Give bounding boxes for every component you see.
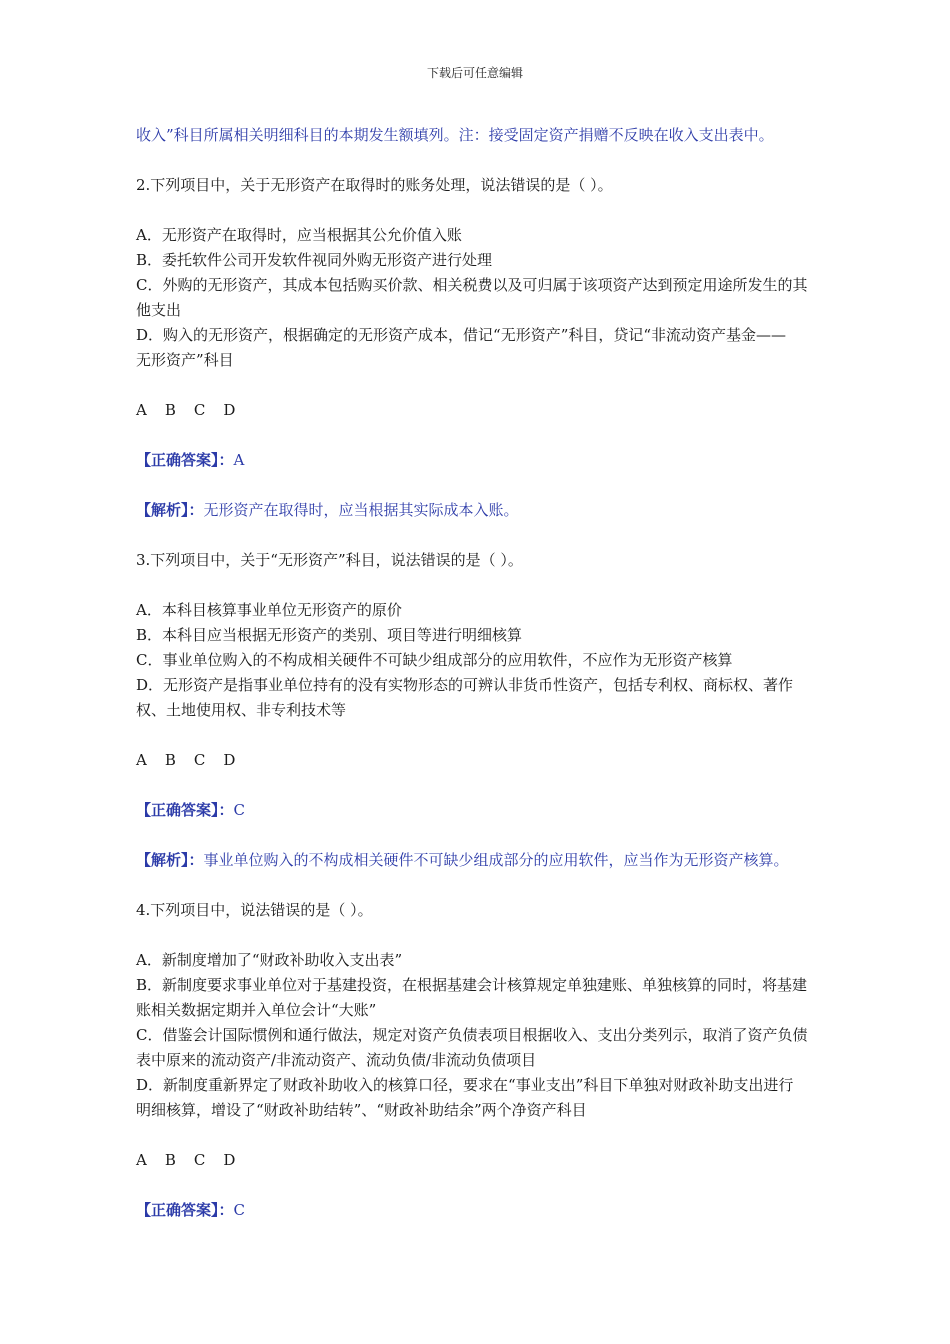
analysis-label: 【解析】 xyxy=(136,851,189,869)
answer-label: 【正确答案】 xyxy=(136,451,219,469)
q2-analysis: 【解析】：无形资产在取得时，应当根据其实际成本入账。 xyxy=(136,501,519,519)
q2-answer: 【正确答案】：A xyxy=(136,451,245,469)
q2-option-a: A．无形资产在取得时，应当根据其公允价值入账 xyxy=(136,226,462,244)
document-body xyxy=(136,123,884,1223)
q2-option-c: C．外购的无形资产，其成本包括购买价款、相关税费以及可归属于该项资产达到预定用途所发生的其 xyxy=(136,276,808,294)
q4-option-a: A．新制度增加了“财政补助收入支出表” xyxy=(136,951,403,969)
q2-option-d: D．购入的无形资产，根据确定的无形资产成本，借记“无形资产”科目，贷记“非流动资产基金—— xyxy=(136,326,787,344)
answer-value: A xyxy=(233,451,245,469)
q2-option-c-cont: 他支出 xyxy=(136,301,182,319)
q4-option-d: D．新制度重新界定了财政补助收入的核算口径，要求在“事业支出”科目下单独对财政补助支出进行 xyxy=(136,1076,794,1094)
answer-value: C xyxy=(233,1201,246,1219)
q4-option-c-cont: 表中原来的流动资产/非流动资产、流动负债/非流动负债项目 xyxy=(136,1051,537,1069)
q4-option-b-cont: 账相关数据定期并入单位会计“大账” xyxy=(136,1001,377,1019)
q3-analysis: 【解析】：事业单位购入的不构成相关硬件不可缺少组成部分的应用软件，应当作为无形资产核算。 xyxy=(136,851,789,869)
q2-choice-letters xyxy=(136,398,884,423)
choice-d[interactable]: D xyxy=(223,751,236,769)
q3-option-d: D．无形资产是指事业单位持有的没有实物形态的可辨认非货币性资产，包括专利权、商标权、著作 xyxy=(136,676,794,694)
q3-option-a: A．本科目核算事业单位无形资产的原价 xyxy=(136,601,402,619)
choice-a[interactable]: A xyxy=(136,751,147,769)
q3-option-d-cont: 权、土地使用权、非专利技术等 xyxy=(136,701,347,719)
q4-option-d-cont: 明细核算，增设了“财政补助结转”、“财政补助结余”两个净资产科目 xyxy=(136,1101,587,1119)
q3-answer: 【正确答案】：C xyxy=(136,801,246,819)
choice-a[interactable]: A xyxy=(136,401,147,419)
choice-b[interactable]: B xyxy=(164,401,176,419)
q3-option-c: C．事业单位购入的不构成相关硬件不可缺少组成部分的应用软件，不应作为无形资产核算 xyxy=(136,651,733,669)
choice-a[interactable]: A xyxy=(136,1151,147,1169)
choice-c[interactable]: C xyxy=(193,401,206,419)
answer-value: C xyxy=(233,801,246,819)
choice-d[interactable]: D xyxy=(223,401,236,419)
q2-option-b: B．委托软件公司开发软件视同外购无形资产进行处理 xyxy=(136,251,493,269)
choice-b[interactable]: B xyxy=(164,751,176,769)
intro-text: 收入”科目所属相关明细科目的本期发生额填列。注：接受固定资产捐赠不反映在收入支出表中。 xyxy=(136,126,774,144)
q4-option-b: B．新制度要求事业单位对于基建投资，在根据基建会计核算规定单独建账、单独核算的同时，将基建 xyxy=(136,976,808,994)
answer-label: 【正确答案】 xyxy=(136,801,219,819)
q3-choice-letters xyxy=(136,748,884,773)
choice-c[interactable]: C xyxy=(193,751,206,769)
q3-stem: 3.下列项目中，关于“无形资产”科目，说法错误的是（ ）。 xyxy=(136,551,523,569)
q4-option-c: C．借鉴会计国际惯例和通行做法，规定对资产负债表项目根据收入、支出分类列示，取消了资产负债 xyxy=(136,1026,808,1044)
q4-choice-letters xyxy=(136,1148,884,1173)
choice-b[interactable]: B xyxy=(164,1151,176,1169)
q2-stem: 2.下列项目中，关于无形资产在取得时的账务处理，说法错误的是（ ）。 xyxy=(136,176,613,194)
analysis-label: 【解析】 xyxy=(136,501,189,519)
q3-option-b: B．本科目应当根据无形资产的类别、项目等进行明细核算 xyxy=(136,626,523,644)
q2-option-d-cont: 无形资产”科目 xyxy=(136,351,234,369)
answer-label: 【正确答案】 xyxy=(136,1201,219,1219)
choice-d[interactable]: D xyxy=(223,1151,236,1169)
q4-stem: 4.下列项目中，说法错误的是（ ）。 xyxy=(136,901,373,919)
page-header: 下载后可任意编辑 xyxy=(426,66,523,80)
choice-c[interactable]: C xyxy=(193,1151,206,1169)
q4-answer: 【正确答案】：C xyxy=(136,1201,246,1219)
analysis-text: 事业单位购入的不构成相关硬件不可缺少组成部分的应用软件，应当作为无形资产核算。 xyxy=(203,851,789,869)
analysis-text: 无形资产在取得时，应当根据其实际成本入账。 xyxy=(203,501,519,519)
